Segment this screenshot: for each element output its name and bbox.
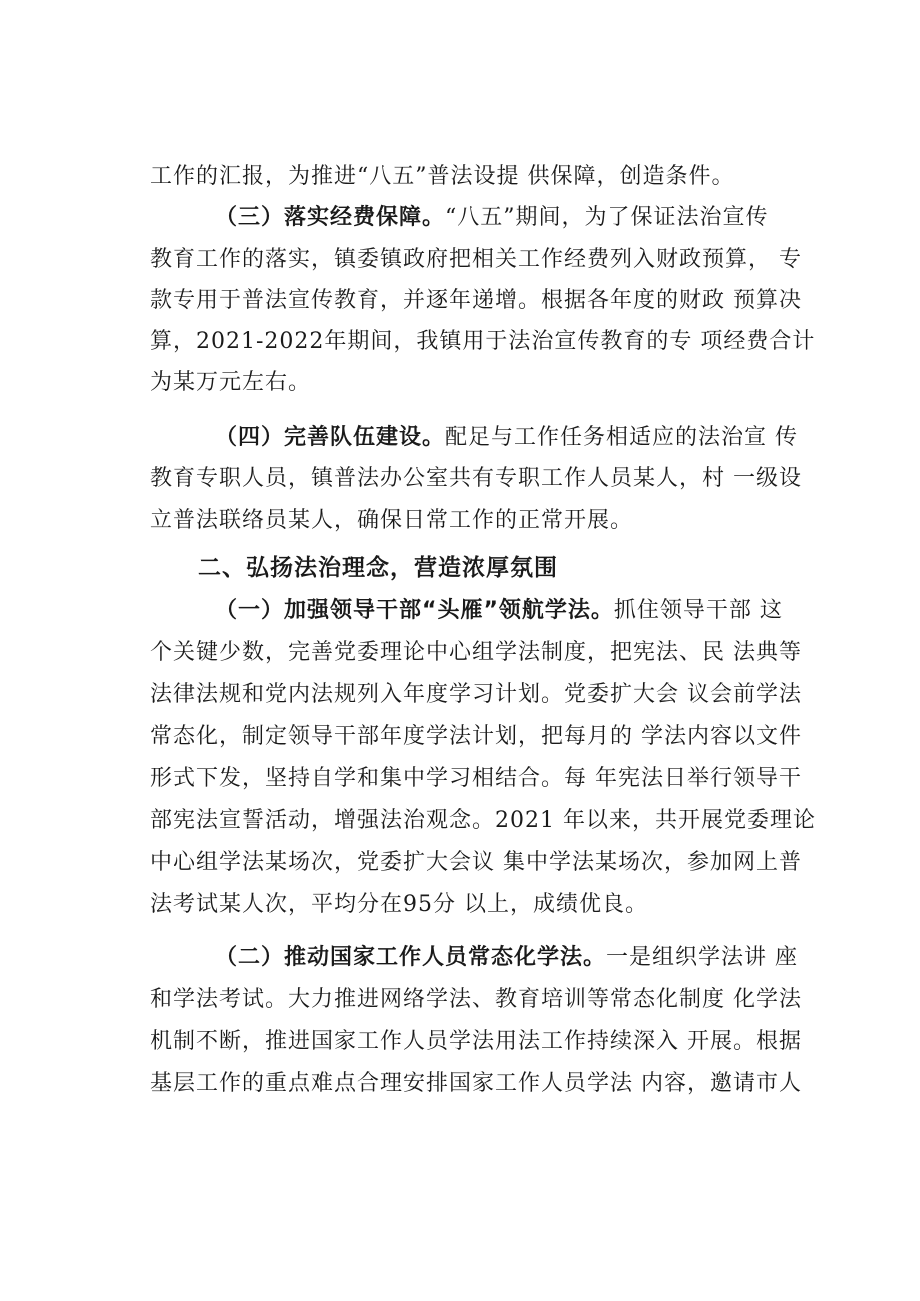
body-text: 和学法考试。大力推进网络学法、教育培训等常态化制度 化学法 [150,987,802,1012]
paragraph-heading: （一）加强领导干部“头雁”领航学法。 [215,598,614,623]
paragraph-line [150,680,800,710]
paragraph-line [215,943,800,973]
body-text: 形式下发，坚持自学和集中学习相结合。每 年宪法日举行领导干 [150,766,802,791]
body-text: 立普法联络员某人，确保日常工作的正常开展。 [150,508,634,533]
paragraph-line [150,985,800,1015]
body-text: 为某万元左右。 [150,370,312,395]
paragraph-line [215,423,800,453]
section-heading-line [198,553,800,584]
body-text: 算，2021-2022年期间，我镇用于法治宣传教育的专 项经费合计 [150,329,816,354]
body-text: 教育专职人员，镇普法办公室共有专职工作人员某人，村 一级设 [150,466,802,491]
paragraph-line [150,286,800,316]
paragraph-line [150,464,800,494]
body-text: 个关键少数，完善党委理论中心组学法制度，把宪法、民 法典等 [150,640,802,665]
body-text: 中心组学法某场次，党委扩大会议 集中学法某场次，参加网上普 [150,850,802,875]
paragraph-heading: （二）推动国家工作人员常态化学法。 [215,945,607,970]
body-text: 基层工作的重点难点合理安排国家工作人员学法 内容，邀请市人 [150,1071,802,1096]
paragraph-line [150,1027,800,1057]
body-text: 机制不断，推进国家工作人员学法用法工作持续深入 开展。根据 [150,1029,802,1054]
body-text: 法律法规和党内法规列入年度学习计划。党委扩大会 议会前学法 [150,682,802,707]
paragraph-line [150,1069,800,1099]
body-text: 常态化，制定领导干部年度学法计划，把每月的 学法内容以文件 [150,724,802,749]
body-text: 部宪法宣誓活动，增强法治观念。2021 年以来，共开展党委理论 [150,808,816,833]
body-text: 一是组织学法讲 座 [606,945,799,970]
body-text: 法考试某人次，平均分在95分 以上，成绩优良。 [150,892,648,917]
paragraph-line [215,596,800,626]
paragraph-heading: （四）完善队伍建设。 [215,425,446,450]
paragraph-heading: （三）落实经费保障。 [215,205,446,230]
body-text: “八五”期间，为了保证法治宣传 [445,205,769,230]
paragraph-line [150,162,800,192]
section-heading: 二、弘扬法治理念，营造浓厚氛围 [198,555,558,581]
paragraph-line [150,764,800,794]
paragraph-line [150,327,816,357]
body-text: 抓住领导干部 这 [613,598,783,623]
paragraph-line [150,638,800,668]
paragraph-line [150,368,800,398]
paragraph-line [150,806,816,836]
paragraph-line [150,848,800,878]
paragraph-line [150,245,800,275]
paragraph-line [150,506,800,536]
body-text: 工作的汇报，为推进“八五”普法设提 供保障，创造条件。 [150,164,735,189]
body-text: 配足与工作任务相适应的法治宣 传 [445,425,799,450]
paragraph-line [215,203,800,233]
paragraph-line [150,722,800,752]
body-text: 款专用于普法宣传教育，并逐年递增。根据各年度的财政 预算决 [150,288,802,313]
paragraph-line [150,890,800,920]
body-text: 教育工作的落实，镇委镇政府把相关工作经费列入财政预算， 专 [150,247,802,272]
